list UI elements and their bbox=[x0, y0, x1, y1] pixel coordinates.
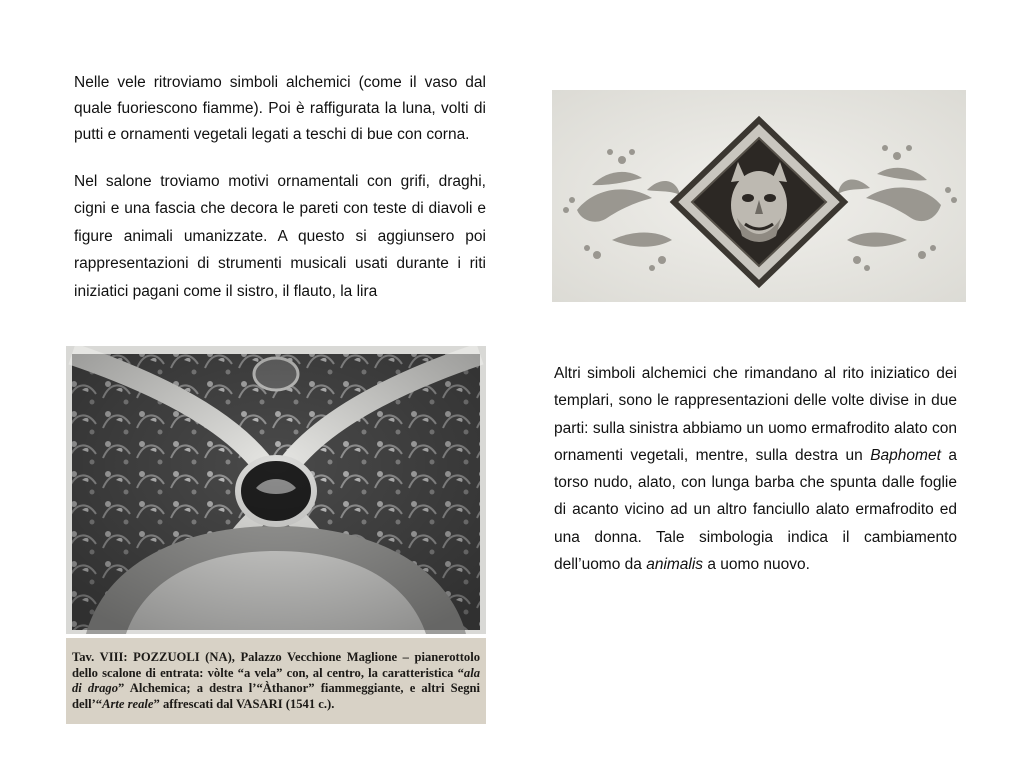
tile-drawing bbox=[552, 90, 966, 302]
animalis-term: animalis bbox=[646, 556, 704, 574]
caption-part-1: Tav. VIII: POZZUOLI (NA), Palazzo Vecchione Maglione – pianerottolo dello scalone di entrata: vòlte “a vela” con, al centro, la caratteristica “ bbox=[72, 650, 480, 680]
symbols-paragraph bbox=[554, 360, 957, 578]
salone-paragraph: Nel salone troviamo motivi ornamentali con grifi, draghi, cigni e una fascia che decora le pareti con teste di diavoli e figure animali umanizzate. A questo si aggiunsero poi rappresentazioni di strumenti musicali usati durante i riti iniziatici pagani come il sistro, il flauto, la lira bbox=[74, 173, 486, 300]
caption-part-3: ” affrescati dal VASARI (1541 c.). bbox=[153, 696, 335, 711]
caption-part-2: ” Alchemica; a destra l’“Àthanor” fiammeggiante, e altri Segni dell’“ bbox=[72, 681, 480, 711]
baphomet-term: Baphomet bbox=[870, 446, 941, 464]
fresco-caption-image bbox=[66, 638, 486, 724]
symbols-text-part-3: a uomo nuovo. bbox=[703, 556, 810, 574]
symbols-text-part-1: Altri simboli alchemici che rimandano al rito iniziatico dei templari, sono le rappresentazioni delle volte divise in due parti: sulla sinistra abbiamo un uomo ermafrodito alato con ornamenti vegetali, mentre, sulla destra un bbox=[554, 365, 957, 464]
vault-drawing bbox=[66, 346, 486, 634]
symbols-text-part-2: a torso nudo, alato, con lunga barba che spunta dalle foglie di acanto vicino ad un altro fanciullo alato ermafrodito ed una donna. Tale simbologia indica il cambiamento dell’uomo da bbox=[554, 446, 957, 574]
vaulted-ceiling-fresco-image bbox=[66, 346, 486, 634]
fresco-caption-text bbox=[72, 650, 480, 712]
intro-paragraph: Nelle vele ritroviamo simboli alchemici (come il vaso dal quale fuoriescono fiamme). Poi è raffigurata la luna, volti di putti e ornamenti vegetali legati a teschi di bue con corna. bbox=[74, 74, 486, 143]
caption-italic-1: ala di drago bbox=[72, 665, 480, 695]
demon-face-tile-image bbox=[552, 90, 966, 302]
caption-italic-2: Arte reale bbox=[102, 696, 154, 711]
